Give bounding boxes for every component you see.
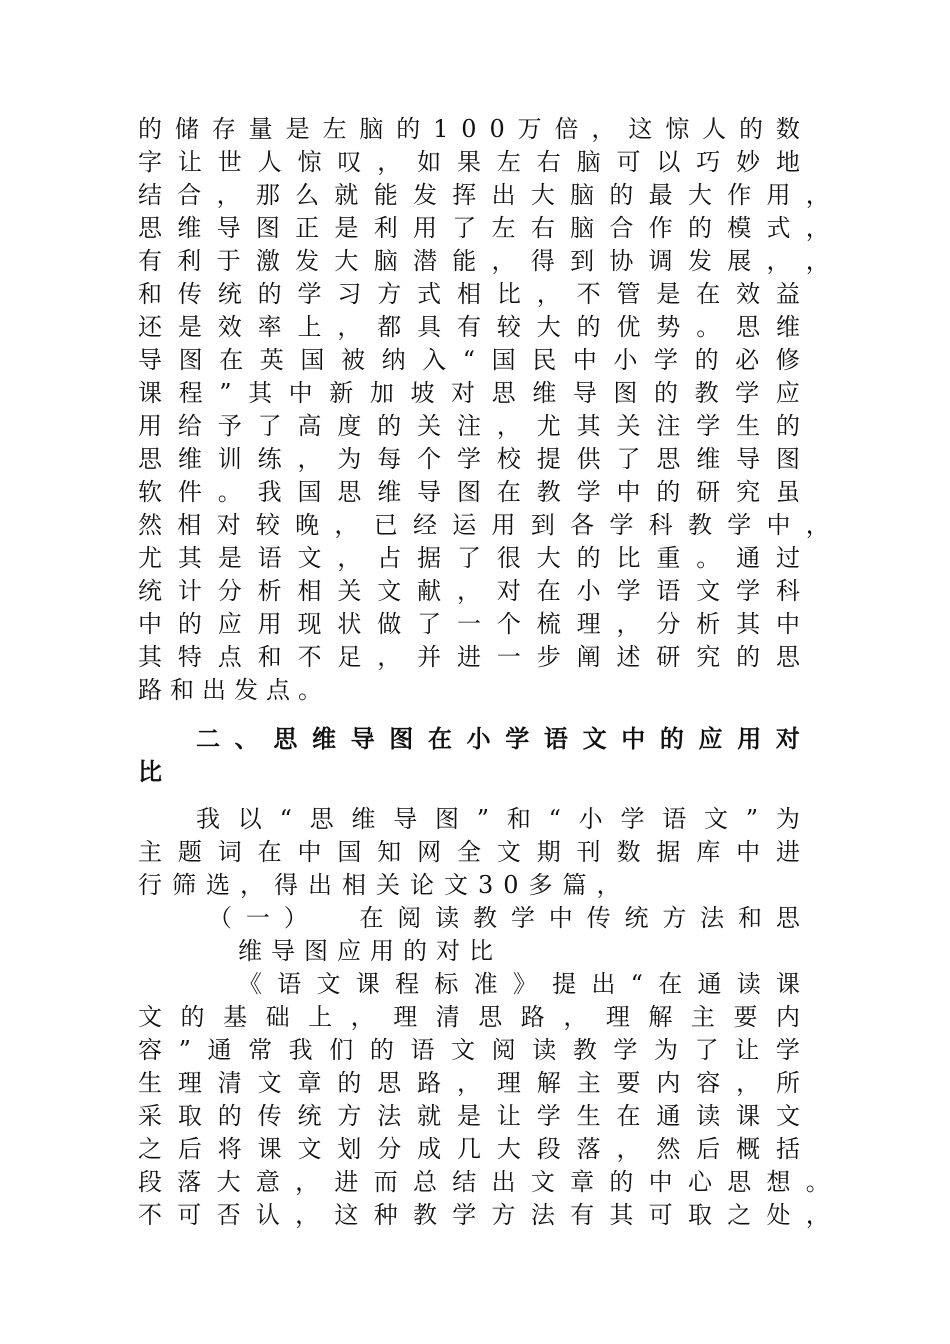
text-line: 《 语 文 课 程 标 准 》 提 出 “ 在 通 读 课 <box>238 970 800 998</box>
text-line: 软 件 。 我 国 思 维 导 图 在 教 学 中 的 研 究 虽 <box>138 478 800 506</box>
text-line: 思 维 训 练 ， 为 每 个 学 校 提 供 了 思 维 导 图 <box>138 445 800 473</box>
text-line: 其 特 点 和 不 足 ， 并 进 一 步 阐 述 研 究 的 思 <box>138 643 800 671</box>
text-line: 路和出发点。 <box>138 676 330 704</box>
text-line: 文 的 基 础 上 ， 理 清 思 路 ， 理 解 主 要 内 <box>138 1003 800 1031</box>
text-line: 不 可 否 认 ， 这 种 教 学 方 法 有 其 可 取 之 处 ， <box>138 1201 830 1229</box>
text-line: 有 利 于 激 发 大 脑 潜 能 ， 得 到 协 调 发 展 ， ， <box>138 247 830 275</box>
section-heading: 比 <box>138 757 162 786</box>
text-line: 导 图 在 英 国 被 纳 入 “ 国 民 中 小 学 的 必 修 <box>138 346 800 374</box>
text-line: 之 后 将 课 文 划 分 成 几 大 段 落 ， 然 后 概 括 <box>138 1135 800 1163</box>
text-line: 段 落 大 意 ， 进 而 总 结 出 文 章 的 中 心 思 想 。 <box>138 1168 830 1196</box>
section-heading: 二 、 思 维 导 图 在 小 学 语 文 中 的 应 用 对 <box>196 724 800 753</box>
text-line: 采 取 的 传 统 方 法 就 是 让 学 生 在 通 读 课 文 <box>138 1102 800 1130</box>
text-line: 主 题 词 在 中 国 知 网 全 文 期 刊 数 据 库 中 进 <box>138 838 800 866</box>
subsection-heading: 维导图应用的对比 <box>238 937 502 965</box>
text-line: 我 以 “ 思 维 导 图 ” 和 “ 小 学 语 文 ” 为 <box>196 805 800 833</box>
text-line: 用 给 予 了 高 度 的 关 注 ， 尤 其 关 注 学 生 的 <box>138 412 800 440</box>
text-line: 生 理 清 文 章 的 思 路 ， 理 解 主 要 内 容 ， 所 <box>138 1069 800 1097</box>
text-line: 然 相 对 较 晚 ， 已 经 运 用 到 各 学 科 教 学 中 ， <box>138 511 830 539</box>
text-line: 课 程 ” 其 中 新 加 坡 对 思 维 导 图 的 教 学 应 <box>138 379 800 407</box>
text-line: 思 维 导 图 正 是 利 用 了 左 右 脑 合 作 的 模 式 ， <box>138 214 830 242</box>
text-line: 中 的 应 用 现 状 做 了 一 个 梳 理 ， 分 析 其 中 <box>138 610 800 638</box>
text-line: 还 是 效 率 上 ， 都 具 有 较 大 的 优 势 。 思 维 <box>138 313 800 341</box>
subsection-heading: （ 一 ） 在 阅 读 教 学 中 传 统 方 法 和 思 <box>208 904 800 932</box>
text-line: 统 计 分 析 相 关 文 献 ， 对 在 小 学 语 文 学 科 <box>138 577 800 605</box>
text-line: 和 传 统 的 学 习 方 式 相 比 ， 不 管 是 在 效 益 <box>138 280 800 308</box>
text-line: 尤 其 是 语 文 ， 占 据 了 很 大 的 比 重 。 通 过 <box>138 544 800 572</box>
text-line: 结 合 ， 那 么 就 能 发 挥 出 大 脑 的 最 大 作 用 ， <box>138 181 830 209</box>
text-line: 的 储 存 量 是 左 脑 的 1 0 0 万 倍 ， 这 惊 人 的 数 <box>138 115 800 143</box>
text-line: 行筛选，得出相关论文30多篇， <box>138 871 631 899</box>
text-line: 容 ” 通 常 我 们 的 语 文 阅 读 教 学 为 了 让 学 <box>138 1036 800 1064</box>
text-line: 字 让 世 人 惊 叹 ， 如 果 左 右 脑 可 以 巧 妙 地 <box>138 148 800 176</box>
